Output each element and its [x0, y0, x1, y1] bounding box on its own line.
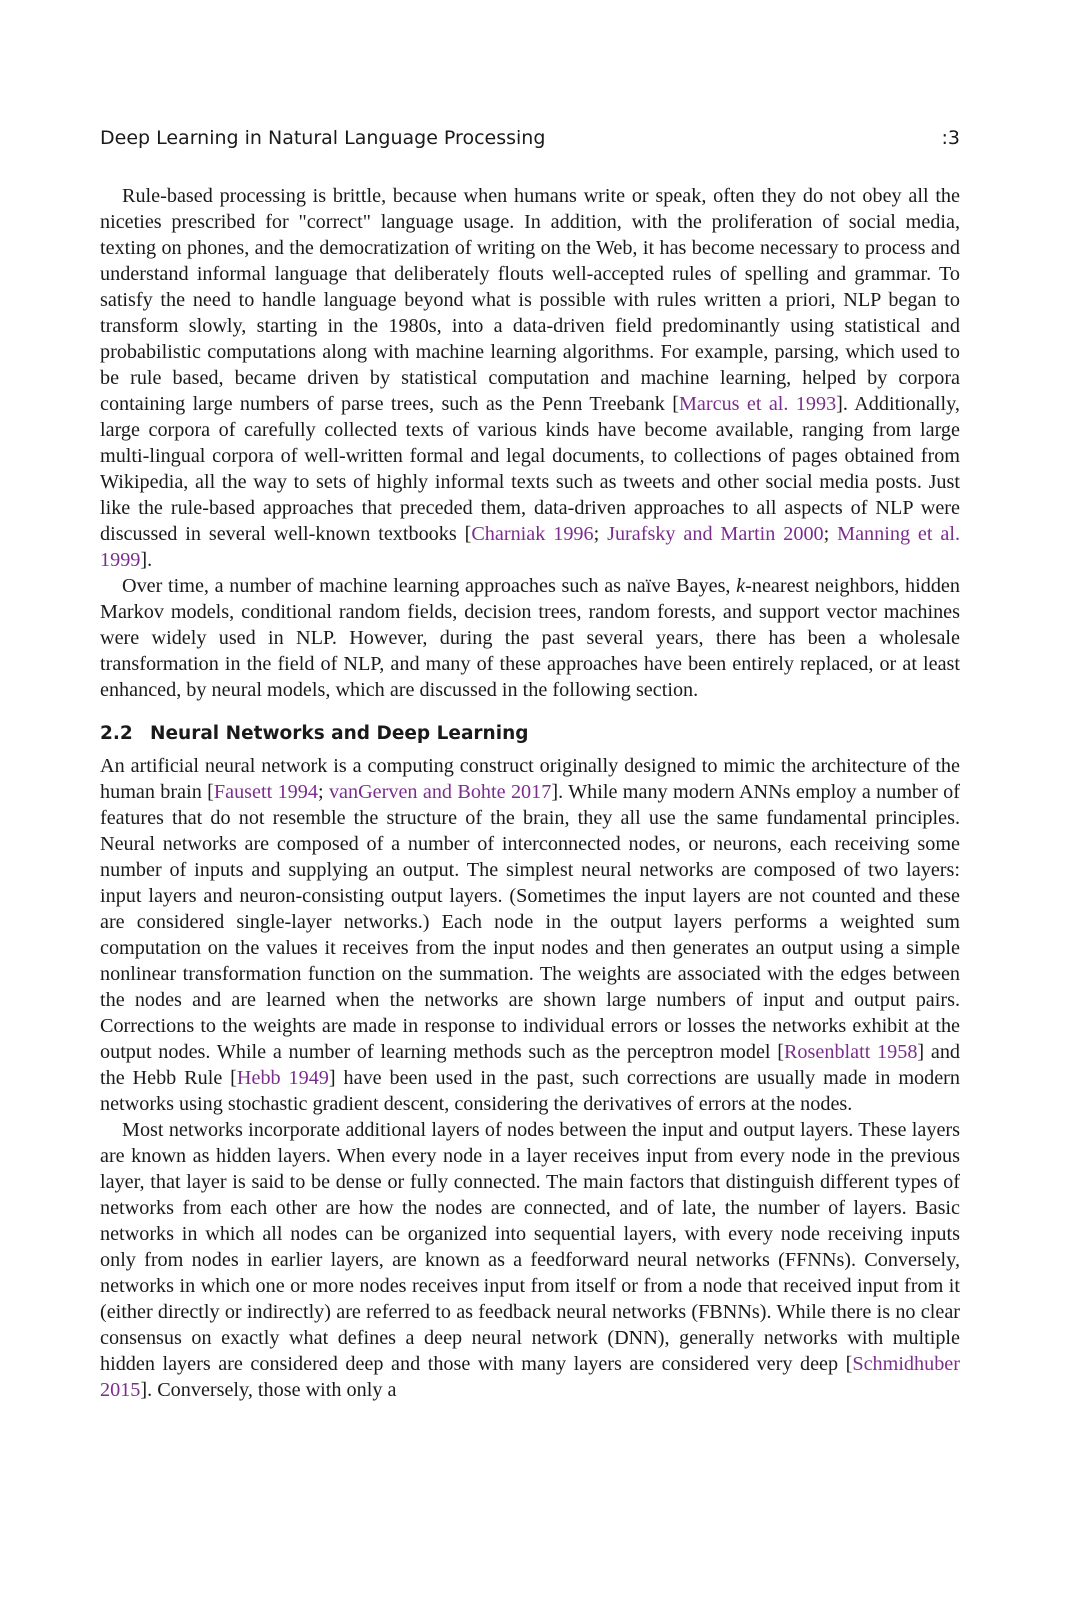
- separator: ;: [593, 523, 608, 545]
- text-run: An artificial neural network is a computing construct originally designed to mimic the architecture of the human brain [: [100, 755, 960, 803]
- paragraph-ml-approaches: [100, 573, 960, 703]
- text-run: ] and the Hebb Rule [: [100, 1041, 961, 1089]
- paragraph-hidden-layers: [100, 1117, 960, 1403]
- citation-hebb-1949[interactable]: Hebb 1949: [236, 1067, 329, 1089]
- text-run: -nearest neighbors, hidden Markov models, conditional random fields, decision trees, random forests, and support vector machines were widely used in NLP. However, during the past several years, there has been a wholesale transformation in the field of NLP, and many of these approaches have been entirely replaced, or at least enhanced, by neural models, which are discussed in the following section.: [100, 575, 960, 701]
- math-k: k: [736, 575, 746, 597]
- separator: ;: [823, 523, 838, 545]
- paragraph-ann-intro: [100, 753, 960, 1117]
- text-run: ]. Conversely, those with only a: [140, 1379, 397, 1401]
- text-run: ].: [140, 549, 153, 571]
- text-run: ]. While many modern ANNs employ a number of features that do not resemble the structure of the brain, they all use the same fundamental principles. Neural networks are composed of a number of interconnected nodes, or neurons, each receiving some number of inputs and supplying an output. The simplest neural networks are composed of two layers: input layers and neuron-consisting output layers. (Sometimes the input layers are not counted and these are considered single-layer networks.) Each node in the output layers performs a weighted sum computation on the values it receives from the input nodes and then generates an output using a simple nonlinear transformation function on the summation. The weights are associated with the edges between the nodes and are learned when the networks are shown large numbers of input and output pairs. Corrections to the weights are made in response to individual errors or losses the networks exhibit at the output nodes. While a number of learning methods such as the perceptron model [: [100, 781, 960, 1063]
- text-run: Over time, a number of machine learning approaches such as naïve Bayes,: [122, 575, 737, 597]
- citation-manning-1999[interactable]: Manning et al. 1999: [100, 523, 960, 571]
- section-title: Neural Networks and Deep Learning: [150, 723, 529, 744]
- citation-charniak-1996[interactable]: Charniak 1996: [471, 523, 594, 545]
- section-number: 2.2: [100, 723, 133, 744]
- citation-rosenblatt-1958[interactable]: Rosenblatt 1958: [783, 1041, 918, 1063]
- citation-schmidhuber-2015[interactable]: Schmidhuber 2015: [100, 1353, 960, 1401]
- citation-fausett-1994[interactable]: Fausett 1994: [213, 781, 318, 803]
- citation-marcus-1993[interactable]: Marcus et al. 1993: [678, 393, 837, 415]
- citation-vangerven-bohte-2017[interactable]: vanGerven and Bohte 2017: [328, 781, 552, 803]
- text-run: ] have been used in the past, such corrections are usually made in modern networks using stochastic gradient descent, considering the derivatives of errors at the nodes.: [100, 1067, 961, 1115]
- running-header: [100, 127, 960, 153]
- text-run: Most networks incorporate additional layers of nodes between the input and output layers. These layers are known as hidden layers. When every node in a layer receives input from every node in the previous layer, that layer is said to be dense or fully connected. The main factors that distinguish different types of networks from each other are how the nodes are connected, and of late, the number of layers. Basic networks in which all nodes can be organized into sequential layers, with every node receiving inputs only from nodes in earlier layers, are known as a feedforward neural networks (FFNNs). Conversely, networks in which one or more nodes receives input from itself or from a node that received input from it (either directly or indirectly) are referred to as feedback neural networks (FBNNs). While there is no clear consensus on exactly what defines a deep neural network (DNN), generally networks with multiple hidden layers are considered deep and those with many layers are considered very deep [: [100, 1119, 960, 1375]
- section-heading: [100, 721, 960, 747]
- text-run: ]. Additionally, large corpora of carefully collected texts of various kinds have become available, ranging from large multi-lingual corpora of well-written formal and legal documents, to collections of pages obtained from Wikipedia, all the way to sets of highly informal texts such as tweets and other social media posts. Just like the rule-based approaches that preceded them, data-driven approaches to all aspects of NLP were discussed in several well-known textbooks [: [100, 393, 960, 545]
- page-number: :3: [941, 127, 960, 149]
- text-run: Rule-based processing is brittle, because when humans write or speak, often they do not obey all the niceties prescribed for "correct" language usage. In addition, with the proliferation of social media, texting on phones, and the democratization of writing on the Web, it has become necessary to process and understand informal language that deliberately flouts well-accepted rules of spelling and grammar. To satisfy the need to handle language beyond what is possible with rules written a priori, NLP began to transform slowly, starting in the 1980s, into a data-driven field predominantly using statistical and probabilistic computations along with machine learning algorithms. For example, parsing, which used to be rule based, became driven by statistical computation and machine learning, helped by corpora containing large numbers of parse trees, such as the Penn Treebank [: [100, 185, 960, 415]
- citation-jurafsky-martin-2000[interactable]: Jurafsky and Martin 2000: [607, 523, 824, 545]
- body-text: [100, 183, 960, 1403]
- separator: ;: [317, 781, 329, 803]
- running-title: Deep Learning in Natural Language Processing: [100, 127, 546, 149]
- paragraph-rule-based: [100, 183, 960, 573]
